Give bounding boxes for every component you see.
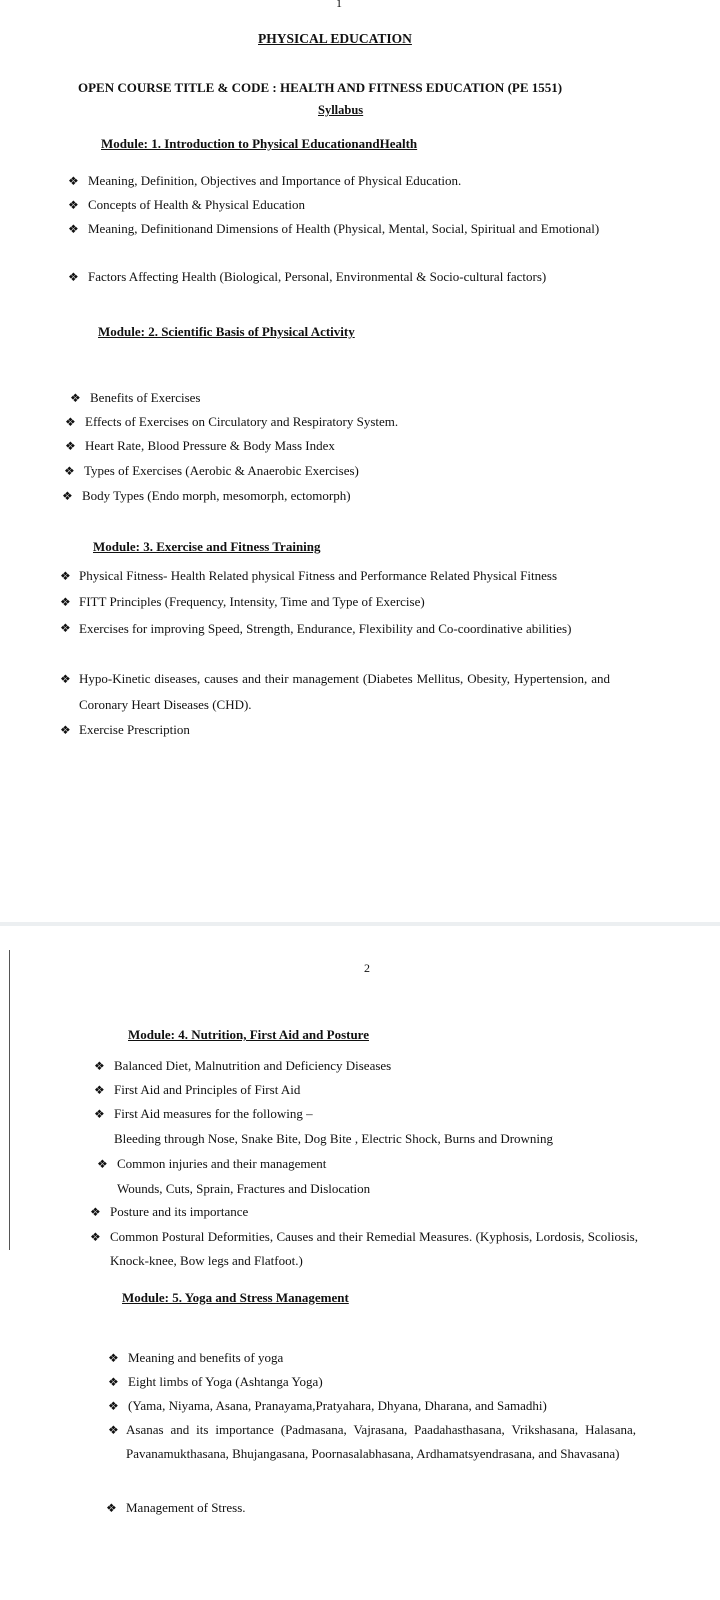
list-item: ❖ Management of Stress. — [106, 1500, 246, 1515]
list-item: ❖ Exercises for improving Speed, Strength, Endurance, Flexibility and Co-coordinative abilities) — [60, 621, 572, 636]
list-item: ❖ FITT Principles (Frequency, Intensity, Time and Type of Exercise) — [60, 594, 425, 609]
module-5-title: Module: 5. Yoga and Stress Management — [122, 1290, 349, 1305]
module-1-title: Module: 1. Introduction to Physical EducationandHealth — [101, 136, 418, 151]
list-item: ❖ Hypo-Kinetic diseases, causes and their management (Diabetes Mellitus, Obesity, Hypertension, and Coronary Heart Diseases (CHD). — [60, 671, 610, 712]
list-item: ❖ Meaning, Definitionand Dimensions of Health (Physical, Mental, Social, Spiritual and Emotional) — [68, 221, 600, 236]
first-aid-list: Bleeding through Nose, Snake Bite, Dog Bite , Electric Shock, Burns and Drowning — [114, 1131, 554, 1146]
list-item: ❖ Concepts of Health & Physical Education — [68, 197, 305, 212]
list-item: ❖ First Aid measures for the following – — [94, 1106, 313, 1121]
list-item: ❖ Physical Fitness- Health Related physical Fitness and Performance Related Physical Fitness — [60, 568, 558, 583]
list-item: ❖ Eight limbs of Yoga (Ashtanga Yoga) — [108, 1374, 323, 1389]
list-item: ❖ Posture and its importance — [90, 1204, 249, 1219]
syllabus-label: Syllabus — [318, 103, 364, 117]
list-item: ❖ Common injuries and their management — [97, 1156, 327, 1171]
list-item: ❖ Balanced Diet, Malnutrition and Deficiency Diseases — [94, 1058, 392, 1073]
list-item: ❖ Asanas and its importance (Padmasana, Vajrasana, Paadahasthasana, Vrikshasana, Halasana, Pavanamukthasana, Bhujangasana, Poornasalabhasana, Ardhamatsyendrasana, and Shavasana) — [108, 1422, 636, 1461]
injuries-list: Wounds, Cuts, Sprain, Fractures and Dislocation — [117, 1181, 371, 1196]
margin-line — [9, 950, 10, 1250]
list-item: ❖ Effects of Exercises on Circulatory and Respiratory System. — [65, 414, 399, 429]
list-item: ❖ Body Types (Endo morph, mesomorph, ectomorph) — [62, 488, 351, 503]
list-item: ❖ (Yama, Niyama, Asana, Pranayama,Pratyahara, Dhyana, Dharana, and Samadhi) — [108, 1398, 547, 1413]
list-item: ❖ Factors Affecting Health (Biological, Personal, Environmental & Socio-cultural factors) — [68, 269, 547, 284]
list-item: ❖ Meaning, Definition, Objectives and Importance of Physical Education. — [68, 173, 462, 188]
course-title-line: OPEN COURSE TITLE & CODE : HEALTH AND FITNESS EDUCATION (PE 1551) — [78, 80, 563, 95]
list-item: ❖ Heart Rate, Blood Pressure & Body Mass Index — [65, 438, 335, 453]
module-3-title: Module: 3. Exercise and Fitness Training — [93, 539, 321, 554]
page-heading: PHYSICAL EDUCATION — [258, 31, 412, 46]
list-item: ❖ Meaning and benefits of yoga — [108, 1350, 284, 1365]
page-number: 1 — [336, 0, 342, 10]
list-item: ❖ Benefits of Exercises — [70, 390, 201, 405]
module-2-title: Module: 2. Scientific Basis of Physical Activity — [98, 324, 355, 339]
module-4-title: Module: 4. Nutrition, First Aid and Posture — [128, 1027, 369, 1042]
page-number: 2 — [364, 961, 370, 975]
list-item: ❖ Types of Exercises (Aerobic & Anaerobic Exercises) — [64, 463, 359, 478]
list-item: ❖ Exercise Prescription — [60, 722, 190, 737]
list-item: ❖ Common Postural Deformities, Causes and their Remedial Measures. (Kyphosis, Lordosis, Scoliosis, Knock-knee, Bow legs and Flatfoot.) — [90, 1229, 638, 1268]
list-item: ❖ First Aid and Principles of First Aid — [94, 1082, 301, 1097]
